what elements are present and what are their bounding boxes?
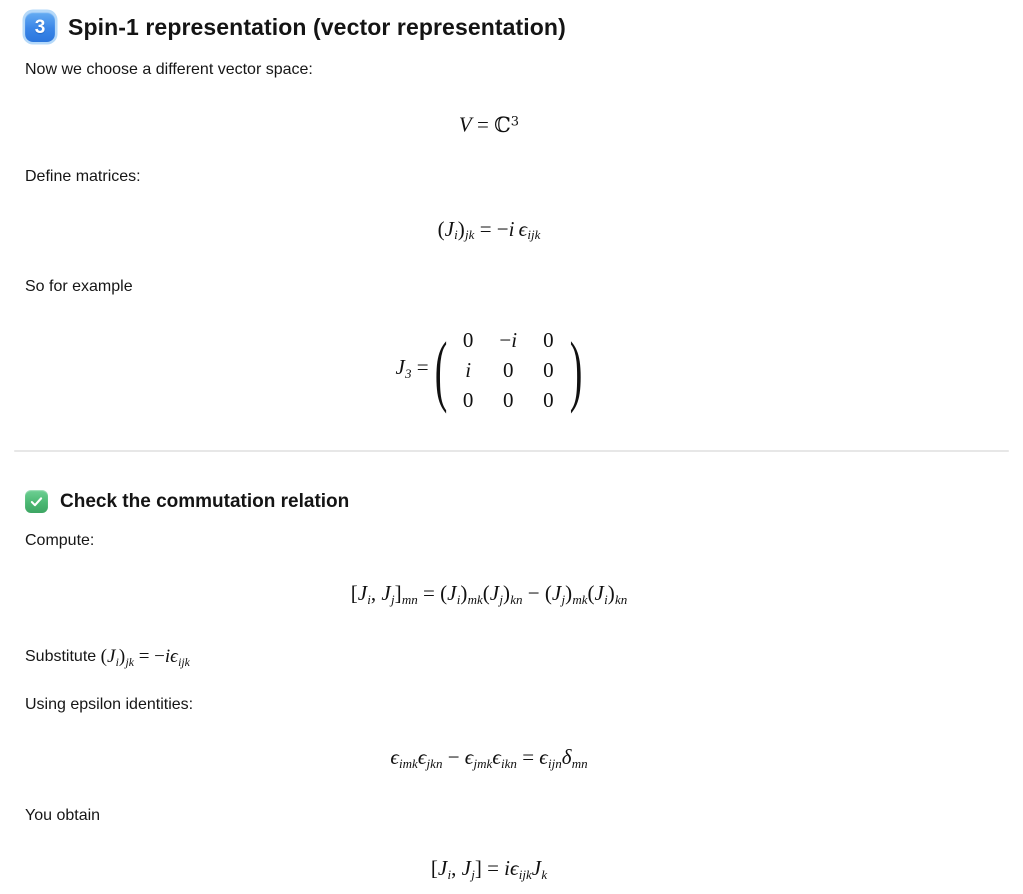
equation-result-math: [Ji, Jj] = iϵijkJk — [430, 855, 548, 882]
equation-vector-space — [25, 105, 998, 142]
equation-commutator-math: [Ji, Jj]mn = (Ji)mk(Jj)kn − (Jj)mk(Ji)kn — [350, 581, 628, 608]
subsection-heading-row — [25, 490, 998, 513]
equation-epsilon-identity — [25, 740, 998, 781]
equation-vector-space-math: V = ℂ$^3$ — [458, 112, 520, 137]
paragraph-epsilon-identities: Using epsilon identities: — [25, 695, 194, 713]
equation-generators — [25, 212, 998, 253]
paragraph-intro: Now we choose a different vector space: — [25, 61, 313, 78]
keycap-3-icon — [25, 12, 55, 42]
section-title: Spin-1 representation (vector representation) — [68, 13, 566, 40]
section-divider — [14, 450, 1009, 452]
subsection-title: Check the commutation relation — [60, 490, 350, 512]
paragraph-you-obtain: You obtain — [25, 806, 101, 824]
j3-matrix: 0 −i 0 i 0 0 0 0 0 — [462, 328, 554, 413]
paragraph-define-matrices: Define matrices: — [25, 167, 141, 185]
j3-matrix-group — [434, 322, 583, 418]
check-mark-icon — [25, 490, 48, 513]
substitute-text: Substitute — [25, 648, 101, 666]
matrix-paren-left-icon: ( — [434, 326, 448, 415]
paragraph-substitute — [25, 643, 998, 677]
section-heading-row — [25, 12, 998, 42]
paragraph-compute: Compute: — [25, 532, 95, 550]
matrix-paren-right-icon: ) — [569, 326, 582, 415]
equation-generators-math: (Ji)jk = −i ϵijk — [437, 216, 541, 243]
equation-j3 — [25, 322, 998, 418]
keycap-digit: 3 — [34, 16, 46, 38]
equation-commutator — [25, 576, 998, 617]
inline-math-substitute: (Ji)jk = −iϵijk — [100, 646, 190, 669]
check-glyph — [28, 493, 45, 510]
paragraph-example: So for example — [25, 278, 133, 296]
equation-j3-lhs: J3 = — [395, 354, 434, 381]
equation-epsilon-identity-math: ϵimkϵjkn − ϵjmkϵikn = ϵijnδmn — [390, 744, 588, 771]
equation-result — [25, 851, 998, 892]
